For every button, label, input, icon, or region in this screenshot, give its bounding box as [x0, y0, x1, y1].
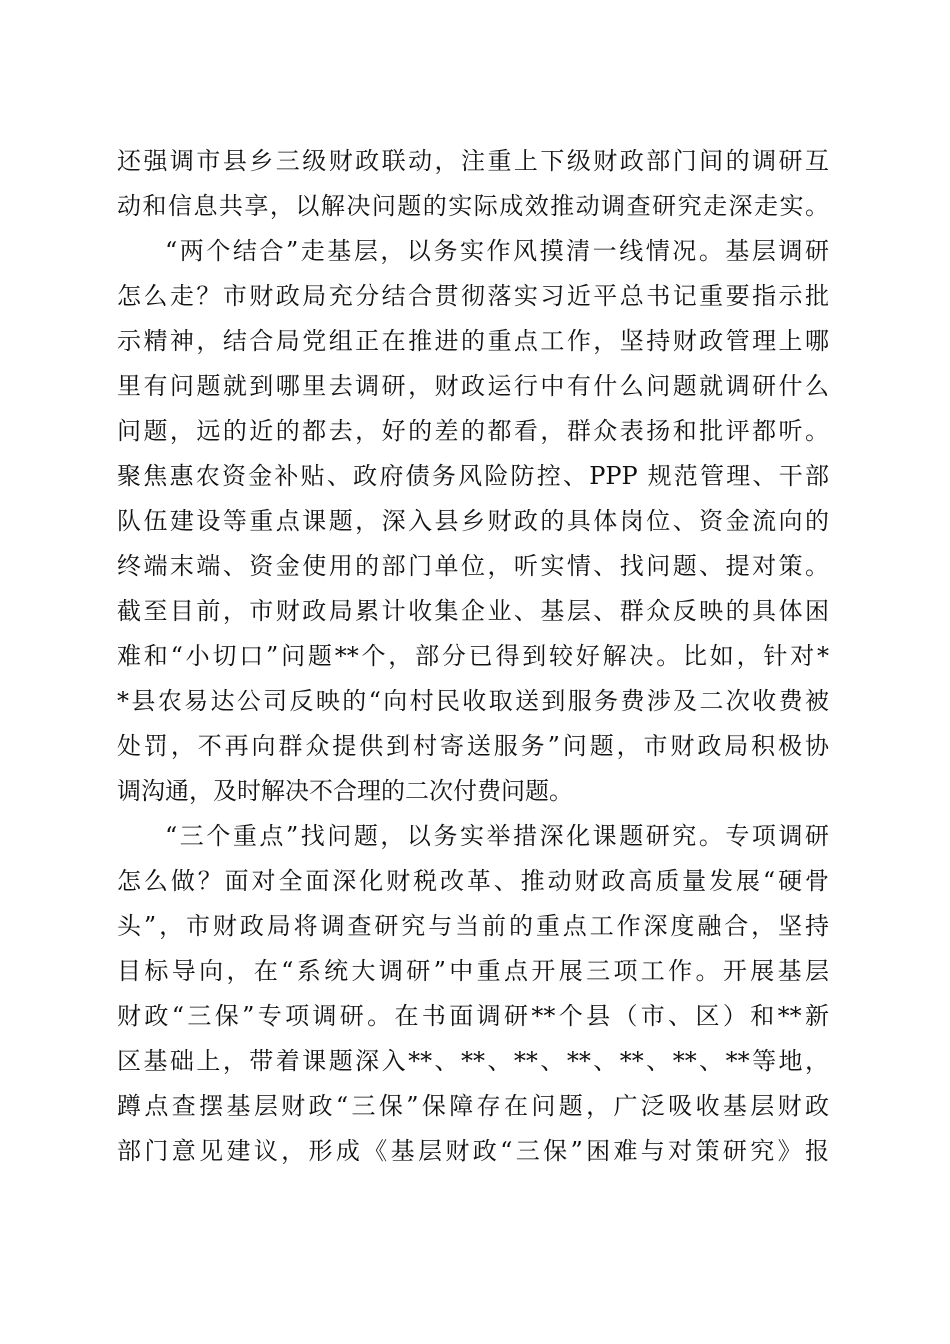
document-body [117, 142, 829, 1177]
text-line: 怎么走？市财政局充分结合贯彻落实习近平总书记重要指示批 [117, 282, 829, 310]
text-line: 聚焦惠农资金补贴、政府债务风险防控、PPP 规范管理、干部 [117, 462, 829, 490]
text-line: 难和“小切口”问题**个，部分已得到较好解决。比如，针对* [117, 642, 829, 670]
text-line: 目标导向，在“系统大调研”中重点开展三项工作。开展基层 [117, 957, 829, 985]
text-line: 财政“三保”专项调研。在书面调研**个县（市、区）和**新 [117, 1002, 829, 1030]
text-line: 问题，远的近的都去，好的差的都看，群众表扬和批评都听。 [117, 417, 829, 445]
text-line: 还强调市县乡三级财政联动，注重上下级财政部门间的调研互 [117, 147, 829, 175]
text-line: 里有问题就到哪里去调研，财政运行中有什么问题就调研什么 [117, 372, 829, 400]
text-line: 终端末端、资金使用的部门单位，听实情、找问题、提对策。 [117, 552, 829, 580]
paragraph-start-line: “三个重点”找问题，以务实举措深化课题研究。专项调研 [165, 822, 829, 850]
text-line: 蹲点查摆基层财政“三保”保障存在问题，广泛吸收基层财政 [117, 1092, 829, 1120]
text-line: 动和信息共享，以解决问题的实际成效推动调查研究走深走实。 [117, 192, 829, 220]
text-line: 区基础上，带着课题深入**、**、**、**、**、**、**等地， [117, 1047, 829, 1075]
text-line: 示精神，结合局党组正在推进的重点工作，坚持财政管理上哪 [117, 327, 829, 355]
text-line: 截至目前，市财政局累计收集企业、基层、群众反映的具体困 [117, 597, 829, 625]
text-line: 头”，市财政局将调查研究与当前的重点工作深度融合，坚持 [117, 912, 829, 940]
paragraph-end-line: 调沟通，及时解决不合理的二次付费问题。 [117, 777, 573, 805]
text-line: *县农易达公司反映的“向村民收取送到服务费涉及二次收费被 [117, 687, 829, 715]
text-line: 队伍建设等重点课题，深入县乡财政的具体岗位、资金流向的 [117, 507, 829, 535]
text-line: 处罚，不再向群众提供到村寄送服务”问题，市财政局积极协 [117, 732, 829, 760]
text-line: 怎么做？面对全面深化财税改革、推动财政高质量发展“硬骨 [117, 867, 829, 895]
paragraph-start-line: “两个结合”走基层，以务实作风摸清一线情况。基层调研 [165, 237, 829, 265]
text-line: 部门意见建议，形成《基层财政“三保”困难与对策研究》报 [117, 1137, 829, 1165]
